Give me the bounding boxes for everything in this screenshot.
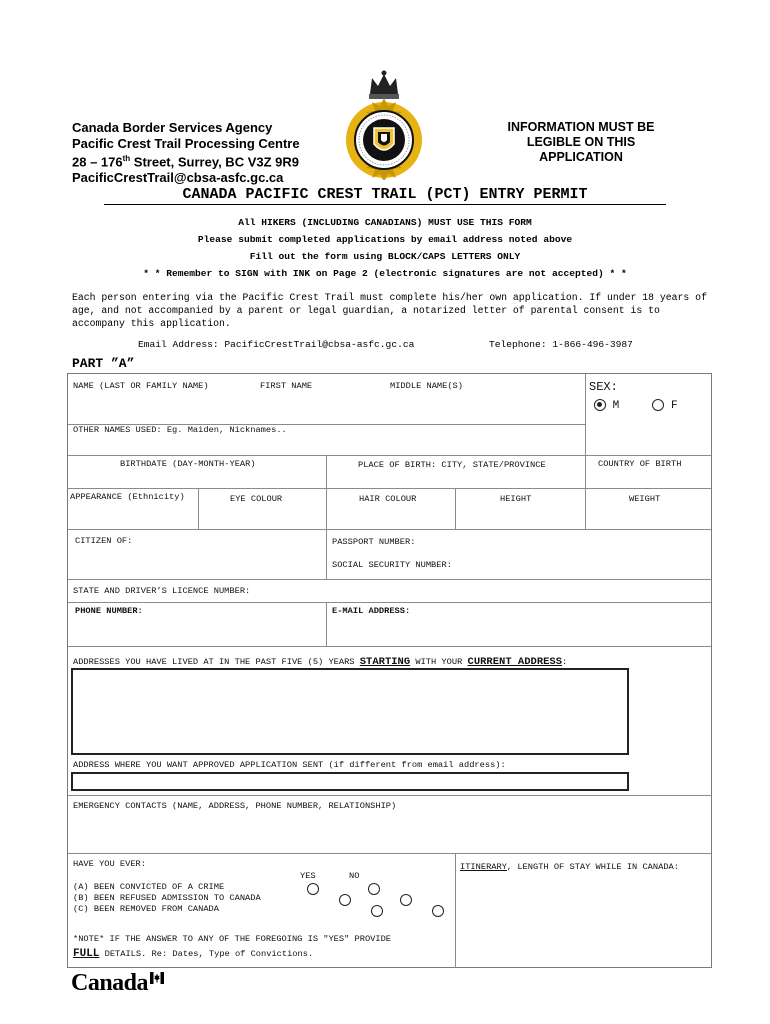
instruction-line: Fill out the form using BLOCK/CAPS LETTERS ONLY <box>249 251 521 262</box>
sex-m-label: M <box>612 399 620 412</box>
hair-colour-label: HAIR COLOUR <box>359 494 417 504</box>
birthdate-label: BIRTHDATE (DAY-MONTH-YEAR) <box>120 459 256 469</box>
instructions-paragraph: Each person entering via the Pacific Crest Trail must complete his/her own application. If under 18 years of age, and not accompanied by a parent or legal guardian, a notarized letter of parental consent is to accompany this application. <box>72 292 707 330</box>
last-name-label: NAME (LAST OR FAMILY NAME) <box>73 381 209 391</box>
itinerary-label: ITINERARY, LENGTH OF STAY WHILE IN CANADA: <box>460 862 679 872</box>
no-header: NO <box>349 871 360 881</box>
agency-address <box>72 120 300 185</box>
place-of-birth-label: PLACE OF BIRTH: CITY, STATE/PROVINCE <box>358 460 546 470</box>
approved-address-label: ADDRESS WHERE YOU WANT APPROVED APPLICATION SENT (if different from email address): <box>73 760 506 770</box>
approved-address-input[interactable] <box>71 772 629 791</box>
ssn-label: SOCIAL SECURITY NUMBER: <box>332 560 452 570</box>
question-a-yes-radio[interactable] <box>307 883 319 895</box>
yes-header: YES <box>300 871 316 881</box>
contact-phone: Telephone: 1-866-496-3987 <box>489 339 633 350</box>
sex-options <box>594 399 678 412</box>
application-form <box>67 373 712 968</box>
driver-licence-label: STATE AND DRIVER’S LICENCE NUMBER: <box>73 586 251 596</box>
question-a: (A) BEEN CONVICTED OF A CRIME <box>73 882 225 892</box>
agency-name: Canada Border Services Agency <box>72 120 273 135</box>
sex-label: SEX: <box>589 380 618 394</box>
question-b-yes-radio[interactable] <box>339 894 351 906</box>
phone-number-label: PHONE NUMBER: <box>75 606 143 616</box>
legible-notice: INFORMATION MUST BE LEGIBLE ON THIS APPLICATION <box>507 120 655 164</box>
processing-centre: Pacific Crest Trail Processing Centre <box>72 135 300 151</box>
cbsa-emblem <box>338 68 430 180</box>
middle-name-label: MIDDLE NAME(S) <box>390 381 463 391</box>
first-name-label: FIRST NAME <box>260 381 313 391</box>
agency-email: PacificCrestTrail@cbsa-asfc.gc.ca <box>72 169 284 185</box>
addresses-textarea[interactable] <box>71 668 629 755</box>
emergency-contacts-label: EMERGENCY CONTACTS (NAME, ADDRESS, PHONE NUMBER, RELATIONSHIP) <box>73 801 397 811</box>
instruction-line: All HIKERS (INCLUDING CANADIANS) MUST USE THIS FORM <box>238 217 532 228</box>
citizen-of-label: CITIZEN OF: <box>75 536 133 546</box>
question-c-yes-radio[interactable] <box>371 905 383 917</box>
question-a-no-radio[interactable] <box>368 883 380 895</box>
contact-email: Email Address: PacificCrestTrail@cbsa-asfc.gc.ca <box>138 339 415 350</box>
question-c-no-radio[interactable] <box>432 905 444 917</box>
email-address-label: E-MAIL ADDRESS: <box>332 606 411 616</box>
form-title: CANADA PACIFIC CREST TRAIL (PCT) ENTRY PERMIT <box>104 186 666 205</box>
weight-label: WEIGHT <box>629 494 661 504</box>
full-details-text: FULL DETAILS. Re: Dates, Type of Convictions. <box>73 948 314 960</box>
appearance-label: APPEARANCE (Ethnicity) <box>70 492 185 502</box>
canada-flag-icon <box>150 972 164 984</box>
question-c: (C) BEEN REMOVED FROM CANADA <box>73 904 219 914</box>
instruction-line: * * Remember to SIGN with INK on Page 2 (electronic signatures are not accepted) * * <box>143 268 627 279</box>
note-text: *NOTE* IF THE ANSWER TO ANY OF THE FOREGOING IS "YES" PROVIDE <box>73 934 392 944</box>
question-b: (B) BEEN REFUSED ADMISSION TO CANADA <box>73 893 261 903</box>
addresses-label: ADDRESSES YOU HAVE LIVED AT IN THE PAST FIVE (5) YEARS STARTING WITH YOUR CURRENT ADDRESS: <box>73 656 568 668</box>
sex-f-radio[interactable] <box>652 399 664 411</box>
country-of-birth-label: COUNTRY OF BIRTH <box>598 459 682 469</box>
eye-colour-label: EYE COLOUR <box>230 494 283 504</box>
question-b-no-radio[interactable] <box>400 894 412 906</box>
canada-wordmark: Canada <box>71 970 149 996</box>
sex-m-radio[interactable] <box>594 399 606 411</box>
height-label: HEIGHT <box>500 494 532 504</box>
part-label: PART ”A” <box>72 356 135 371</box>
sex-f-label: F <box>671 399 678 412</box>
have-you-ever-label: HAVE YOU EVER: <box>73 859 146 869</box>
instruction-line: Please submit completed applications by email address noted above <box>197 234 573 245</box>
other-names-label: OTHER NAMES USED: Eg. Maiden, Nicknames.. <box>73 425 287 435</box>
street-address: 28 – 176th Street, Surrey, BC V3Z 9R9 <box>72 154 299 170</box>
passport-number-label: PASSPORT NUMBER: <box>332 537 416 547</box>
